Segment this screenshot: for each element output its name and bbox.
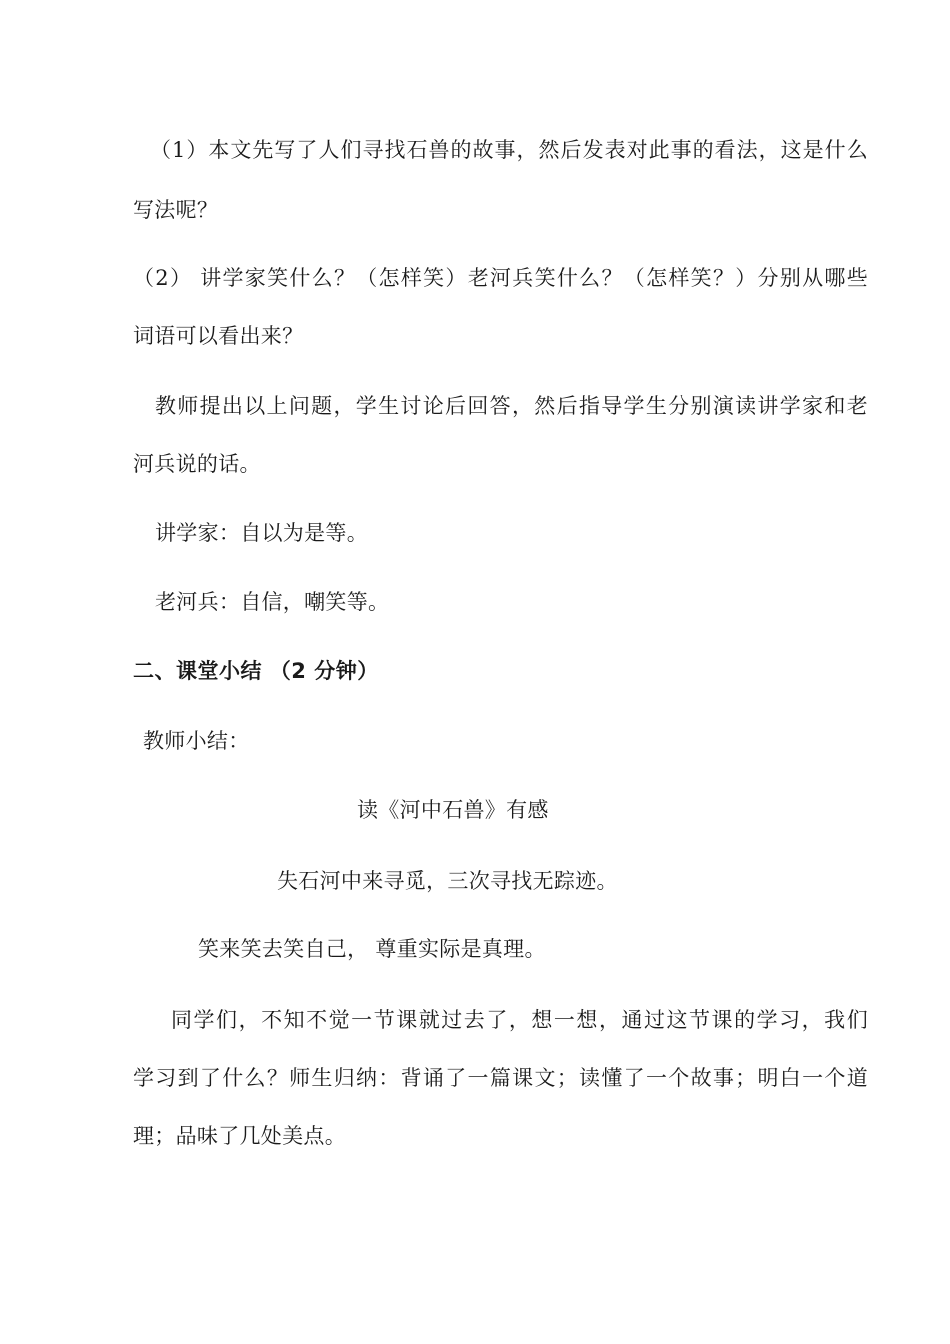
- jiangxuejia-note: 讲学家：自以为是等。: [155, 521, 368, 545]
- question-1-line-1: （1）本文先写了人们寻找石兽的故事，然后发表对此事的看法，这是什么: [150, 138, 868, 162]
- section-heading-class-summary: 二、课堂小结 （2 分钟）: [133, 659, 379, 683]
- closing-line-2: 学习到了什么？师生归纳：背诵了一篇课文；读懂了一个故事；明白一个道: [133, 1066, 868, 1090]
- laohebing-note: 老河兵：自信，嘲笑等。: [155, 590, 390, 614]
- question-1-line-2: 写法呢？: [133, 198, 219, 222]
- teacher-guide-line-2: 河兵说的话。: [133, 452, 261, 476]
- poem-line-1: 失石河中来寻觅，三次寻找无踪迹。: [277, 869, 618, 893]
- question-2-line-2: 词语可以看出来？: [133, 324, 304, 348]
- teacher-guide-line-1: 教师提出以上问题，学生讨论后回答，然后指导学生分别演读讲学家和老: [155, 394, 868, 418]
- poem-title: 读《河中石兽》有感: [357, 798, 549, 822]
- question-2-line-1: （2） 讲学家笑什么？（怎样笑）老河兵笑什么？（怎样笑？）分别从哪些: [133, 266, 868, 290]
- closing-line-3: 理；品味了几处美点。: [133, 1124, 346, 1148]
- teacher-summary-label: 教师小结：: [143, 729, 250, 753]
- closing-line-1: 同学们，不知不觉一节课就过去了，想一想，通过这节课的学习，我们: [171, 1008, 868, 1032]
- poem-line-2: 笑来笑去笑自己， 尊重实际是真理。: [198, 937, 546, 961]
